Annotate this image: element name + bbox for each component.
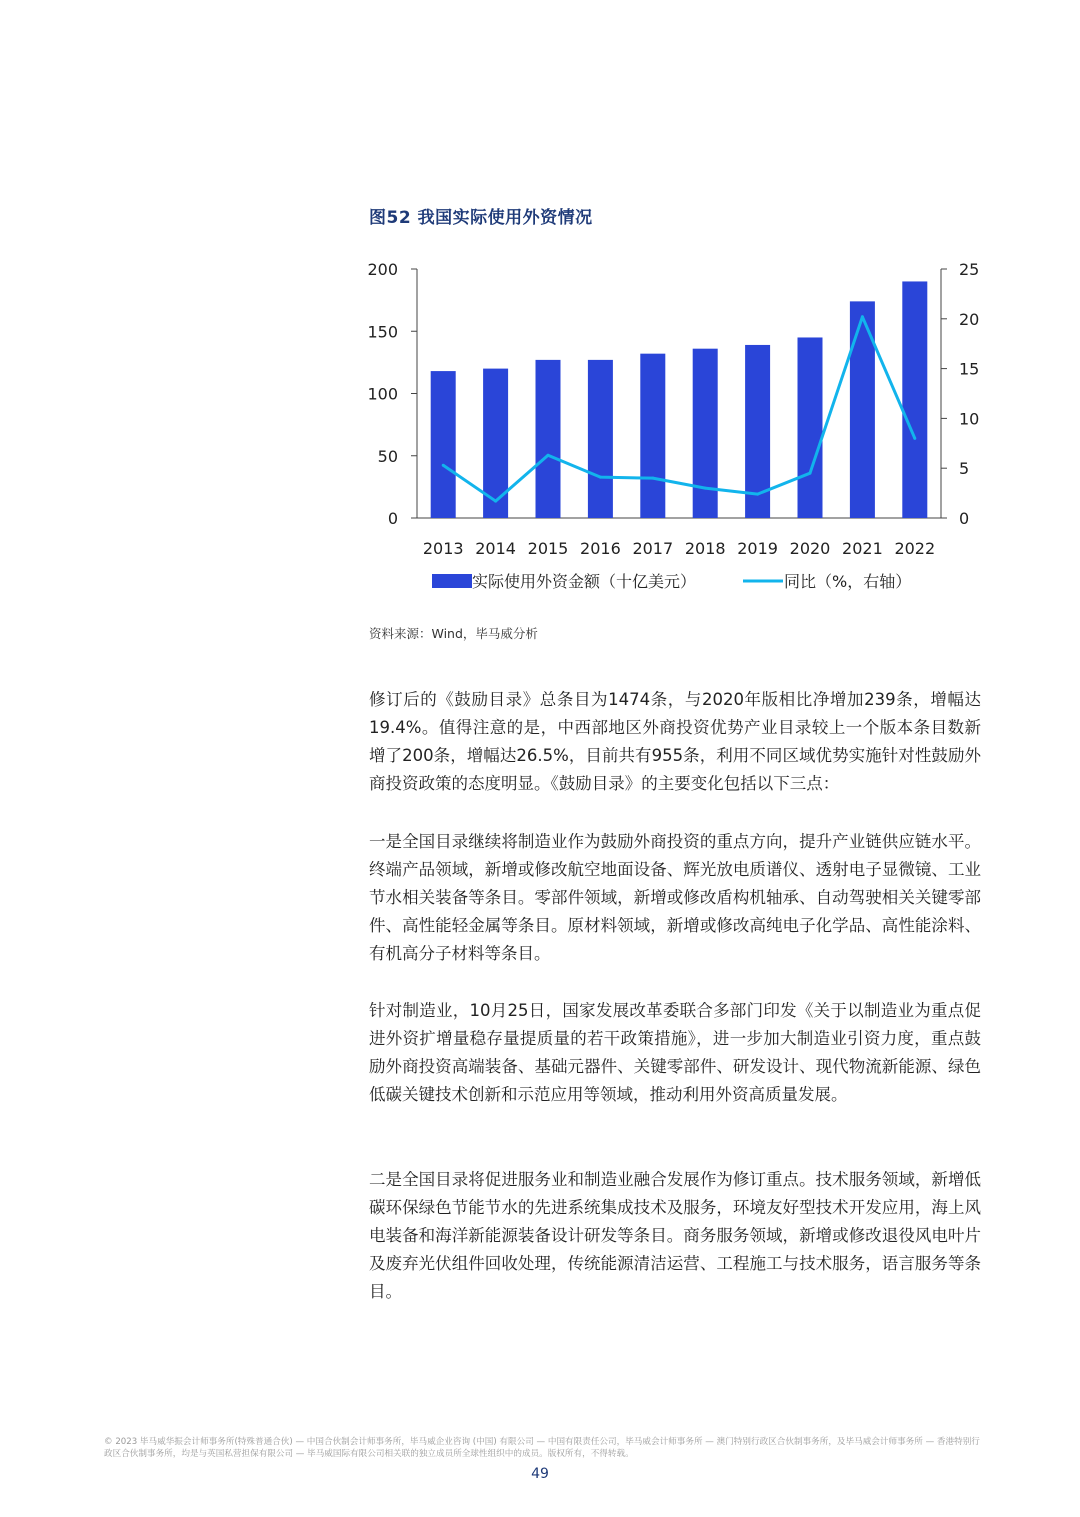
y-right-tick-label: 5 (959, 459, 970, 479)
x-tick-label: 2016 (580, 539, 621, 558)
y-left-tick-label: 100 (367, 384, 398, 404)
x-tick-label: 2021 (842, 539, 883, 558)
x-tick-label: 2019 (737, 539, 778, 558)
bar (902, 281, 927, 518)
paragraph-1: 修订后的《鼓励目录》总条目为1474条，与2020年版相比净增加239条，增幅达19.4%。值得注意的是，中西部地区外商投资优势产业目录较上一个版本条目数新增了200条，增幅达26.5%，目前共有955条，利用不同区域优势实施针对性鼓励外商投资政策的态度明显。《鼓励目录》的主要变化包括以下三点： (369, 690, 981, 793)
x-tick-label: 2018 (684, 539, 726, 558)
y-left-tick-label: 0 (387, 509, 398, 528)
fdi-chart (350, 248, 990, 603)
bar (536, 360, 561, 518)
yoy-point (651, 477, 654, 480)
x-tick-label: 2015 (527, 539, 569, 558)
paragraph-4: 二是全国目录将促进服务业和制造业融合发展作为修订重点。技术服务领域，新增低碳环保绿色节能节水的先进系统集成技术及服务，环境友好型技术开发应用，海上风电装备和海洋新能源装备设计研发等条目。商务服务领域，新增或修改退役风电叶片及废弃光伏组件回收处理，传统能源清洁运营、工程施工与技术服务，语言服务等条目。 (369, 1170, 981, 1301)
y-right-tick-label: 0 (959, 509, 970, 528)
yoy-point (547, 454, 550, 457)
y-right-tick-label: 25 (959, 260, 980, 279)
yoy-point (756, 493, 759, 496)
x-tick-label: 2014 (475, 539, 516, 558)
yoy-point (809, 472, 812, 475)
bar (693, 349, 718, 518)
x-tick-label: 2013 (422, 539, 464, 558)
yoy-point (861, 315, 864, 318)
legend-line-label: 同比（%，右轴） (784, 572, 912, 591)
figure-title: 图52 我国实际使用外资情况 (369, 208, 593, 228)
yoy-point (704, 487, 707, 490)
y-left-tick-label: 50 (377, 446, 398, 466)
yoy-line (443, 317, 915, 501)
bar (431, 371, 456, 518)
yoy-point (442, 464, 445, 467)
x-tick-label: 2022 (894, 539, 936, 558)
y-left-tick-label: 200 (367, 260, 398, 279)
x-tick-label: 2020 (789, 539, 831, 558)
paragraph-2: 一是全国目录继续将制造业作为鼓励外商投资的重点方向，提升产业链供应链水平。终端产品领域，新增或修改航空地面设备、辉光放电质谱仪、透射电子显微镜、工业节水相关装备等条目。零部件领域，新增或修改盾构机轴承、自动驾驶相关关键零部件、高性能轻金属等条目。原材料领域，新增或修改高纯电子化学品、高性能涂料、有机高分子材料等条目。 (369, 832, 981, 963)
paragraph-3: 针对制造业，10月25日，国家发展改革委联合多部门印发《关于以制造业为重点促进外资扩增量稳存量提质量的若干政策措施》，进一步加大制造业引资力度，重点鼓励外商投资高端装备、基础元器件、关键零部件、研发设计、现代物流新能源、绿色低碳关键技术创新和示范应用等领域，推动利用外资高质量发展。 (369, 1001, 981, 1104)
legend-bar-label: 实际使用外资金额（十亿美元） (472, 572, 697, 591)
page-number: 49 (531, 1466, 549, 1482)
yoy-point (599, 476, 602, 479)
yoy-point (494, 500, 497, 503)
legend-bar-swatch (432, 574, 472, 588)
footer-legal: © 2023 毕马威华振会计师事务所(特殊普通合伙) — 中国合伙制会计师事务所，毕马威企业咨询 (中国) 有限公司 — 中国有限责任公司，毕马威会计师事务所 — 澳门特别行政区合伙制事务所，及毕马威会计师事务所 — 香港特别行政区合伙制事务所，均是与英国私营担保有限公司 — 毕马威国际有限公司相关联的独立成员所全球性组织中的成员。版权所有，不得转载。 (104, 1437, 980, 1459)
y-right-tick-label: 15 (959, 359, 980, 379)
yoy-point (913, 437, 916, 440)
bar (640, 354, 665, 518)
bar (588, 360, 613, 518)
x-tick-label: 2017 (632, 539, 674, 558)
y-right-tick-label: 10 (959, 409, 980, 429)
y-right-tick-label: 20 (959, 309, 980, 329)
bar (798, 337, 823, 518)
figure-source: 资料来源：Wind，毕马威分析 (369, 626, 538, 641)
y-left-tick-label: 150 (367, 322, 398, 342)
